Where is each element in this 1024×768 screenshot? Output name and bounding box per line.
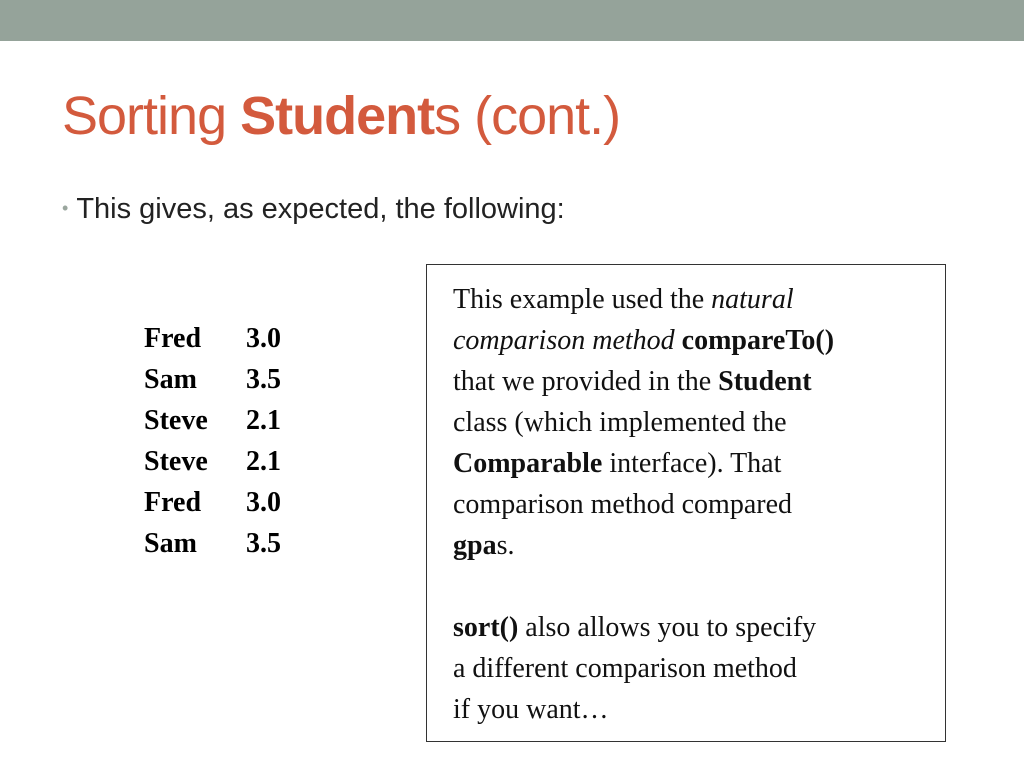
- bullet-item: [62, 188, 565, 229]
- table-row: [144, 400, 281, 441]
- bullet-text: This gives, as expected, the following:: [76, 193, 565, 225]
- student-output-table: [144, 318, 281, 564]
- note-line: a different comparison method: [453, 653, 797, 684]
- student-name: Steve: [144, 446, 208, 477]
- bullet-dot-icon: •: [62, 198, 69, 218]
- table-row: [144, 482, 281, 523]
- student-gpa: 3.5: [246, 364, 281, 395]
- student-gpa: 3.0: [246, 323, 281, 354]
- table-row: [144, 318, 281, 359]
- note-line: that we provided in the Student: [453, 366, 812, 397]
- note-line: This example used the natural: [453, 284, 794, 315]
- note-line: if you want…: [453, 694, 609, 725]
- student-name: Steve: [144, 405, 208, 436]
- note-line: class (which implemented the: [453, 407, 787, 438]
- student-name: Sam: [144, 364, 197, 395]
- top-accent-bar: [0, 0, 1024, 41]
- table-row: [144, 523, 281, 564]
- slide-title: Sorting Students (cont.): [62, 86, 621, 146]
- note-line: comparison method compared: [453, 489, 793, 520]
- paragraph-spacer: [453, 566, 935, 607]
- note-line: Comparable interface). That: [453, 448, 782, 479]
- note-line: comparison method compareTo(): [453, 325, 835, 356]
- student-gpa: 3.5: [246, 528, 281, 559]
- table-row: [144, 359, 281, 400]
- student-gpa: 3.0: [246, 487, 281, 518]
- table-row: [144, 441, 281, 482]
- student-gpa: 2.1: [246, 405, 281, 436]
- note-line: sort() also allows you to specify: [453, 612, 817, 643]
- student-gpa: 2.1: [246, 446, 281, 477]
- student-name: Fred: [144, 487, 202, 518]
- student-name: Fred: [144, 323, 202, 354]
- note-line: gpas.: [453, 530, 515, 561]
- explanation-box: [426, 264, 946, 742]
- student-name: Sam: [144, 528, 197, 559]
